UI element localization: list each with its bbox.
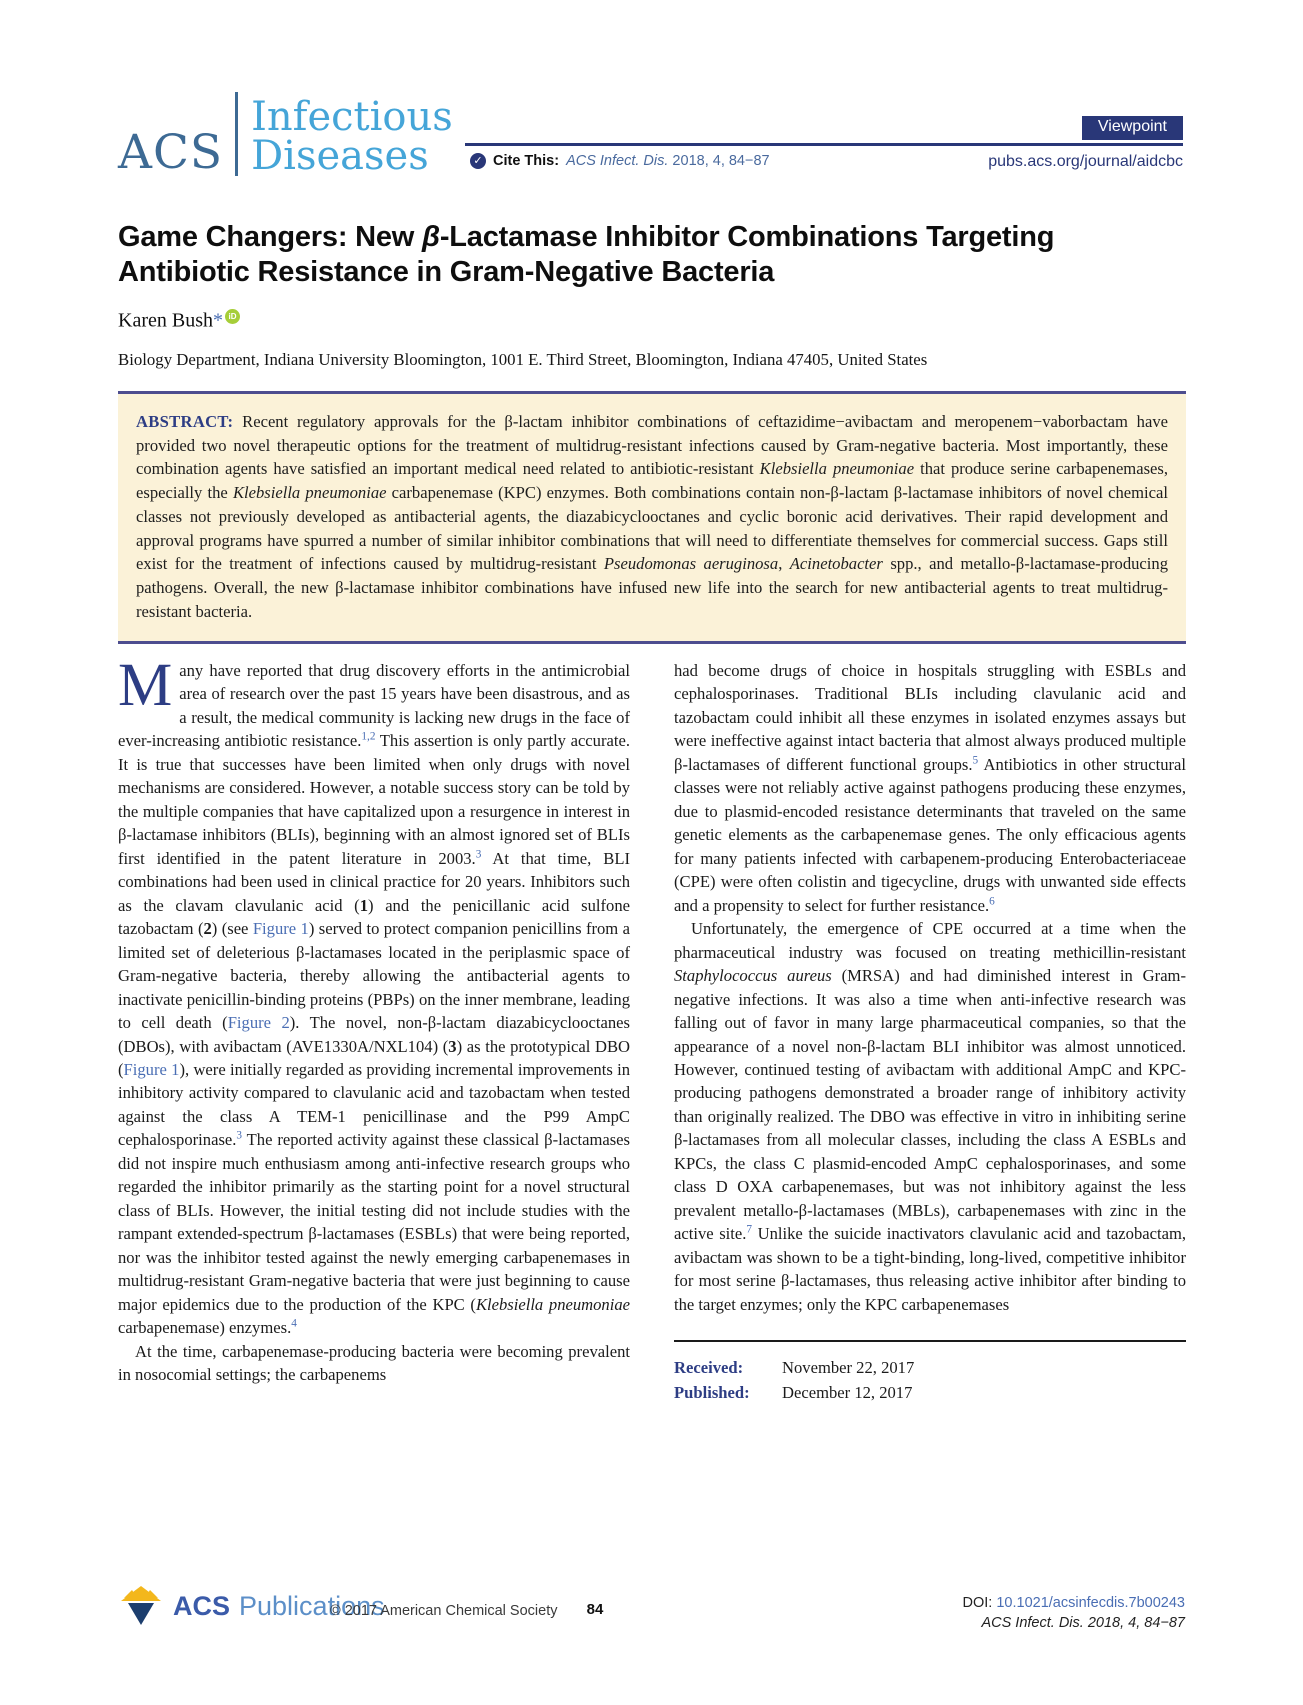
- body-paragraph: Unfortunately, the emergence of CPE occurred at a time when the pharmaceutical industry was focused on treating methicillin-resistant Staphylococcus aureus (MRSA) and had diminished interest in Gram-negative infections. It was also a time when anti-infective research was falling out of favor in many large pharmaceutical companies, so that the appearance of a novel non-β-lactam BLI inhibitor was almost unnoticed. However, continued testing of avibactam with additional AmpC and KPC-producing pathogens demonstrated a broader range of inhibitory activity than originally realized. The DBO was effective in vitro in inhibiting serine β-lactamases from all molecular classes, including the class A ESBLs and KPCs, the class C plasmid-encoded AmpC cephalosporinases, and some class D OXA carbapenemases, but was not inhibitory against the less prevalent metallo-β-lactamases (MBLs), carbapenemases with zinc in the active site.$^7$ Unlike the suicide inactivators clavulanic acid and tazobactam, avibactam was shown to be a tight-binding, long-lived, competitive inhibitor for most serine β-lactamases, thus releasing active inhibitor after binding to the target enzymes; only the KPC carbapenemases: [674, 919, 1186, 1314]
- header-rule: [465, 143, 1183, 146]
- citation-ref[interactable]: 3: [475, 848, 482, 861]
- page-number: 84: [586, 1601, 604, 1618]
- cite-label: Cite This:: [493, 153, 560, 169]
- cite-reference: 2018, 4, 84−87: [668, 153, 770, 169]
- body-paragraph: had become drugs of choice in hospitals struggling with ESBLs and cephalosporinases. Traditional BLIs including clavulanic acid and tazobactam could inhibit all these enzymes in isolated enzymes assays but were ineffective against intact bacteria that almost always produced multiple β-lactamases of different functional groups.$^5$ Antibiotics in other structural classes were not reliably active against pathogens producing these enzymes, due to plasmid-encoded resistance determinants that traveled on the same genetic elements as the carbapenemase genes. The only efficacious agents for many patients infected with carbapenem-producing Enterobacteriaceae (CPE) were often colistin and tigecycline, drugs with unwanted side effects and a propensity to select for further resistance.$^6$: [674, 661, 1186, 915]
- author-line: [118, 309, 240, 333]
- journal-name: [251, 93, 453, 179]
- body-paragraph: Many have reported that drug discovery efforts in the antimicrobial area of research over the past 15 years have been disastrous, and as a result, the medical community is lacking new drugs in the face of ever-increasing antibiotic resistance.$^{1,2}$ This assertion is only partly accurate. It is true that successes have been limited when only drugs with novel mechanisms are considered. However, a notable success story can be told by the multiple companies that have capitalized upon a resurgence in interest in β-lactamase inhibitors (BLIs), beginning with an almost ignored set of BLIs first identified in the patent literature in 2003.$^3$ At that time, BLI combinations had been used in clinical practice for 20 years. Inhibitors such as the clavam clavulanic acid (1) and the penicillanic acid sulfone tazobactam (2) (see Figure 1) served to protect companion penicillins from a limited set of deleterious β-lactamases located in the periplasmic space of Gram-negative bacteria, thereby allowing the antibacterial agents to inactivate penicillin-binding proteins (PBPs) on the inner membrane, leading to cell death (Figure 2). The novel, non-β-lactam diazabicyclooctanes (DBOs), with avibactam (AVE1330A/NXL104) (3) as the prototypical DBO (Figure 1), were initially regarded as providing incremental improvements in inhibitory activity compared to clavulanic acid and tazobactam when tested against the class A TEM-1 penicillinase and the P99 AmpC cephalosporinase.$^3$ The reported activity against these classical β-lactamases did not inspire much enthusiasm among anti-infective research groups who regarded the inhibitor primarily as the starting point for a novel structural class of BLIs. However, the initial testing did not include studies with the rampant extended-spectrum β-lactamases (ESBLs) that were being reported, nor was the inhibitor tested against the newly emerging carbapenemases in multidrug-resistant Gram-negative bacteria that were just beginning to cause major epidemics due to the production of the KPC (Klebsiella pneumoniae carbapenemase) enzymes.$^4$: [118, 652, 631, 1338]
- acs-logo-text: ACS: [118, 125, 224, 180]
- journal-name-line1: Infectious: [251, 93, 453, 140]
- corresponding-author-star[interactable]: *: [212, 309, 223, 332]
- page-title: Game Changers: New β-Lactamase Inhibitor Combinations Targeting Antibiotic Resistance in Gram-Negative Bacteria: [118, 221, 1055, 289]
- orcid-icon[interactable]: iD: [225, 309, 240, 324]
- body-paragraph: At the time, carbapenemase-producing bacteria were becoming prevalent in nosocomial settings; the carbapenems: [118, 1341, 630, 1385]
- cite-check-icon: ✓: [470, 153, 486, 169]
- cite-journal: ACS Infect. Dis.: [566, 153, 669, 169]
- footer-publications-text: Publications: [239, 1590, 385, 1621]
- citation-ref[interactable]: 1,2: [361, 730, 376, 743]
- abstract-label: ABSTRACT:: [136, 412, 234, 431]
- published-date: December 12, 2017: [782, 1383, 913, 1403]
- acs-journal-logo: [118, 92, 453, 180]
- figure-link[interactable]: Figure 1: [252, 919, 309, 939]
- footer-acs-text: ACS: [173, 1590, 231, 1621]
- citation-ref[interactable]: 6: [989, 895, 995, 908]
- received-date: November 22, 2017: [782, 1358, 915, 1378]
- citation-ref[interactable]: 7: [746, 1223, 753, 1236]
- cite-this-row[interactable]: [470, 153, 770, 169]
- abstract-text: Recent regulatory approvals for the β-lactam inhibitor combinations of ceftazidime−avibactam and meropenem−vaborbactam have provided two novel therapeutic options for the treatment of multidrug-resistant infections caused by Gram-negative bacteria. Most importantly, these combination agents have satisfied an important medical need related to antibiotic-resistant Klebsiella pneumoniae that produce serine carbapenemases, especially the Klebsiella pneumoniae carbapenemase (KPC) enzymes. Both combinations contain non-β-lactam β-lactamase inhibitors of novel chemical classes not previously developed as antibacterial agents, the diazabicyclooctanes and cyclic boronic acid derivatives. Their rapid development and approval programs have spurred a number of similar inhibitor combinations that will need to differentiate themselves for commercial success. Gaps still exist for the treatment of infections caused by multidrug-resistant Pseudomonas aeruginosa, Acinetobacter spp., and metallo-β-lactamase-producing pathogens. Overall, the new β-lactamase inhibitor combinations have infused new life into the search for new antibacterial agents to treat multidrug-resistant bacteria.: [136, 412, 1169, 621]
- copyright-notice: © 2017 American Chemical Society: [330, 1603, 558, 1619]
- published-label: Published:: [674, 1383, 750, 1403]
- doi-block: [963, 1593, 1186, 1634]
- doi-label: DOI:: [962, 1595, 997, 1611]
- article-body: [118, 652, 1186, 1406]
- journal-url-link[interactable]: pubs.acs.org/journal/aidcbc: [988, 153, 1183, 170]
- abstract-box: [118, 391, 1186, 644]
- doi-link[interactable]: 10.1021/acsinfecdis.7b00243: [996, 1595, 1185, 1611]
- figure-link[interactable]: Figure 1: [123, 1059, 180, 1079]
- author-name: Karen Bush: [118, 309, 213, 332]
- citation-ref[interactable]: 3: [236, 1129, 243, 1142]
- footer-citation: ACS Infect. Dis. 2018, 4, 84−87: [981, 1615, 1185, 1632]
- citation-ref[interactable]: 5: [972, 754, 979, 767]
- left-column: [118, 652, 631, 1406]
- acs-publications-icon: [118, 1585, 164, 1627]
- logo-divider: [235, 92, 238, 176]
- received-label: Received:: [674, 1358, 744, 1378]
- figure-link[interactable]: Figure 2: [227, 1013, 290, 1033]
- author-affiliation: Biology Department, Indiana University Bloomington, 1001 E. Third Street, Bloomington, Indiana 47405, United States: [118, 350, 928, 369]
- citation-ref[interactable]: 4: [291, 1317, 297, 1330]
- right-column: [674, 659, 1186, 1406]
- drop-cap: M: [118, 652, 173, 719]
- received-published-block: [674, 1340, 1186, 1406]
- journal-name-line2: Diseases: [251, 132, 429, 179]
- article-type-badge: Viewpoint: [1082, 116, 1183, 140]
